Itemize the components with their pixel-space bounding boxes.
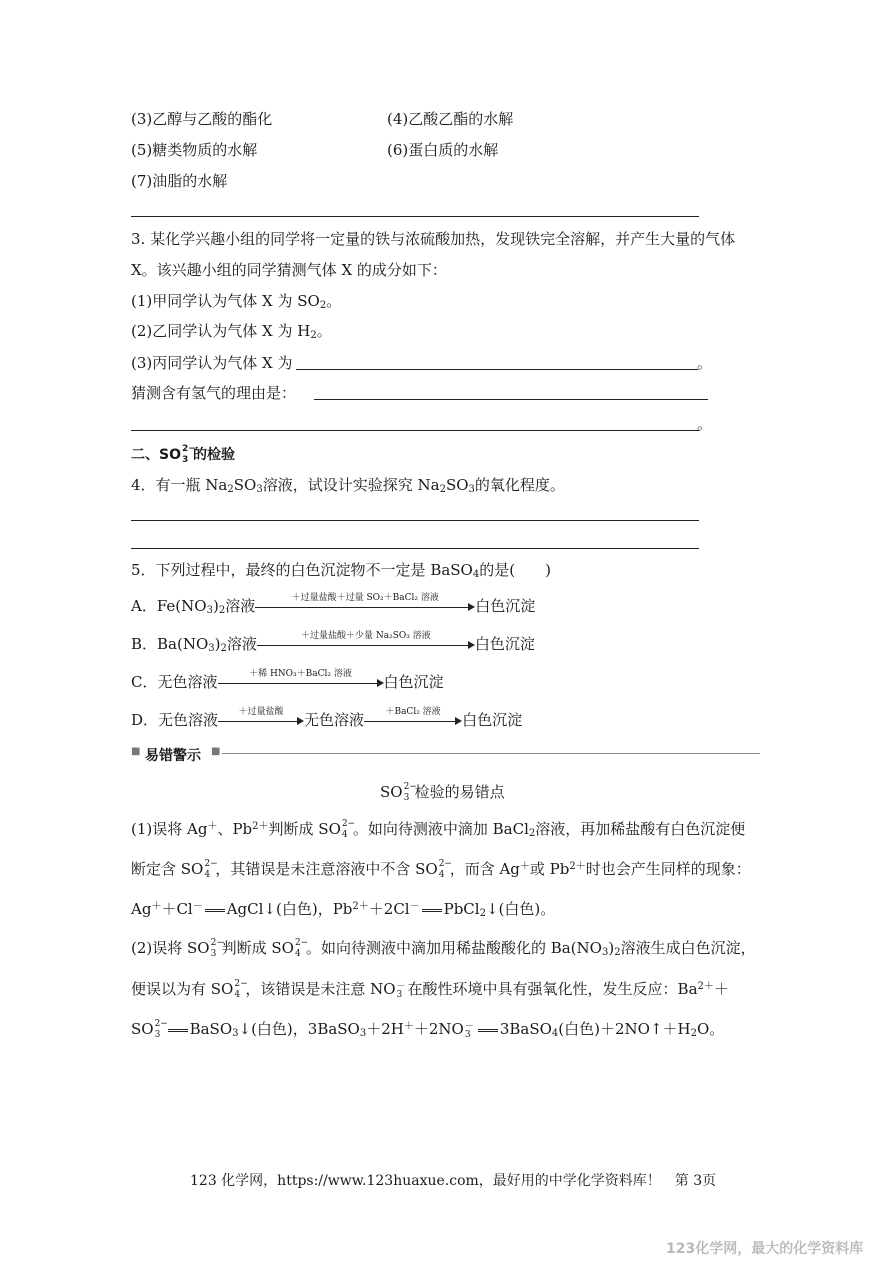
warning-p2-line2: 便误以为有 SO 2− 4 ，该错误是未注意 NO － 3 在酸性环境中具有强氧化性，发生反应：$Ba^{2+}+$ (131, 979, 729, 1000)
q3-part3: (3)丙同学认为气体 X 为 (131, 354, 293, 372)
option-b: B．$Ba(NO_3)_2$溶液 ＋过量盐酸＋少量 Na₂SO₃ 溶液 白色沉淀 (131, 631, 535, 654)
item-6: (6)蛋白质的水解 (387, 141, 499, 159)
reaction-arrow: ＋过量盐酸 (218, 711, 304, 731)
divider (222, 753, 760, 754)
answer-line (131, 430, 699, 431)
warning-p1-line1: (1)误将 Ag＋、$Pb^{2+}$判断成 SO 2− 4 。如向待测液中滴加 BaCl$_2$溶液，再加稀盐酸有白色沉淀便 (131, 819, 746, 840)
option-c: C．无色溶液 ＋稀 HNO₃＋BaCl₂ 溶液 白色沉淀 (131, 669, 444, 691)
q3-reason-end: 。 (697, 415, 713, 433)
answer-line (314, 399, 708, 400)
option-a: A．$Fe(NO_3)_2$溶液 ＋过量盐酸＋过量 SO₂＋BaCl₂ 溶液 白色沉淀 (131, 593, 536, 616)
warning-p2-line3: SO 2− 3 BaSO$_3$↓(白色)，3BaSO$_3$＋2H＋＋2NO － 3 3BaSO$_4$(白色)$+2NO↑+H_2O$。 (131, 1019, 725, 1040)
q3-line1: 3. 某化学兴趣小组的同学将一定量的铁与浓硫酸加热，发现铁完全溶解，并产生大量的气体 (131, 230, 736, 248)
option-d: D．无色溶液 ＋过量盐酸 无色溶液 ＋BaCl₂ 溶液 白色沉淀 (131, 707, 523, 729)
warning-p1-line2: 断定含 SO 2− 4 ，其错误是未注意溶液中不含 SO 2− 4 ，而含 Ag＋或 $Pb^{2+}$时也会产生同样的现象： (131, 859, 751, 880)
item-4: (4)乙酸乙酯的水解 (387, 110, 514, 128)
answer-line (131, 216, 699, 217)
reaction-arrow: ＋过量盐酸＋少量 Na₂SO₃ 溶液 (257, 635, 475, 655)
warning-p1-line3: Ag＋＋Cl－ AgCl↓(白色)，$Pb^{2+}+2Cl^-$ PbCl$_2$↓(白色)。 (131, 900, 556, 919)
answer-line (131, 520, 699, 521)
warning-p2-line1: (2)误将 SO 2− 3 判断成 SO 2− 4 。如向待测液中滴加用稀盐酸酸化的 $Ba(NO_3)_2$溶液生成白色沉淀， (131, 938, 756, 959)
q4-stem: 4．有一瓶 $Na_2SO_3$溶液，试设计实验探究 $Na_2SO_3$的氧化程度。 (131, 476, 565, 495)
square-bullet-icon: ■ (211, 746, 221, 757)
warning-title: SO 2− 3 检验的易错点 (380, 782, 505, 803)
item-3: (3)乙醇与乙酸的酯化 (131, 110, 273, 128)
reaction-arrow: ＋稀 HNO₃＋BaCl₂ 溶液 (218, 673, 384, 693)
warning-header: 易错警示 (145, 748, 201, 764)
watermark-text: 123化学网，最大的化学资料库 (666, 1241, 864, 1257)
q3-part2: (2)乙同学认为气体 X 为 $H_2$。 (131, 322, 332, 341)
q3-line2: X。该兴趣小组的同学猜测气体 X 的成分如下： (131, 261, 447, 279)
answer-line (296, 369, 698, 370)
page-footer: 123 化学网，https://www.123huaxue.com，最好用的中学化学资料库！ 第 3页 (190, 1173, 717, 1189)
reaction-arrow: ＋过量盐酸＋过量 SO₂＋BaCl₂ 溶液 (255, 597, 475, 617)
reaction-arrow: ＋BaCl₂ 溶液 (364, 711, 462, 731)
section-title: 二、SO 2− 3 的检验 (131, 444, 235, 465)
item-7: (7)油脂的水解 (131, 172, 228, 190)
q3-part1: (1)甲同学认为气体 X 为 $SO_2$。 (131, 292, 342, 311)
item-5: (5)糖类物质的水解 (131, 141, 258, 159)
q3-part3-end: 。 (697, 354, 713, 372)
answer-line (131, 548, 699, 549)
square-bullet-icon: ■ (131, 746, 141, 757)
q5-stem: 5．下列过程中，最终的白色沉淀物不一定是 BaSO$_4$的是( ) (131, 561, 551, 580)
q3-reason: 猜测含有氢气的理由是： (131, 384, 297, 402)
